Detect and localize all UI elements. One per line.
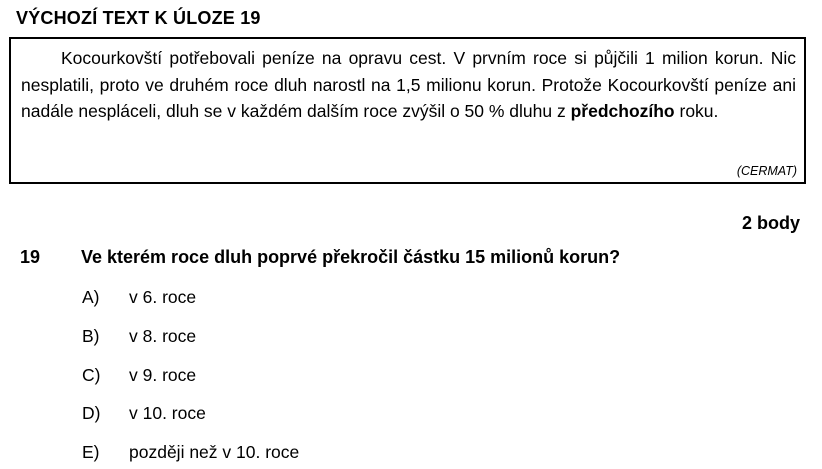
option-text: v 8. roce: [129, 326, 197, 346]
option-text: v 10. roce: [129, 403, 206, 423]
points-label: 2 body: [741, 213, 800, 233]
option-letter: E): [82, 442, 100, 462]
source-text-before: Kocourkovští potřebovali peníze na opravu cest. V prvním roce si půjčili 1 milion korun. Nic nesplatili, proto ve druhém roce dluh narostl na 1,5 milionu korun. Protože Kocourkovští peníze ani nadále nespláceli, dluh se v každém dalším roce zvýšil o 50 % dluhu z: [21, 48, 796, 121]
source-paragraph: [21, 45, 796, 125]
option-text: později než v 10. roce: [129, 442, 300, 462]
option-letter: B): [82, 326, 100, 346]
answer-option-e[interactable]: [0, 442, 400, 466]
source-citation: (CERMAT): [736, 164, 797, 178]
answer-option-b[interactable]: [0, 326, 400, 350]
option-letter: A): [82, 287, 100, 307]
answer-option-d[interactable]: [0, 403, 400, 427]
source-text-bold: předchozího: [570, 101, 675, 121]
answer-option-a[interactable]: [0, 287, 400, 311]
question-number: 19: [20, 247, 41, 267]
option-letter: C): [82, 365, 101, 385]
answer-option-c[interactable]: [0, 365, 400, 389]
question-text: Ve kterém roce dluh poprvé překročil částku 15 milionů korun?: [81, 247, 621, 267]
option-text: v 9. roce: [129, 365, 197, 385]
source-text-box: [9, 37, 806, 184]
option-letter: D): [82, 403, 101, 423]
option-text: v 6. roce: [129, 287, 197, 307]
source-text-after: roku.: [674, 101, 719, 121]
section-heading: VÝCHOZÍ TEXT K ÚLOZE 19: [16, 8, 261, 28]
